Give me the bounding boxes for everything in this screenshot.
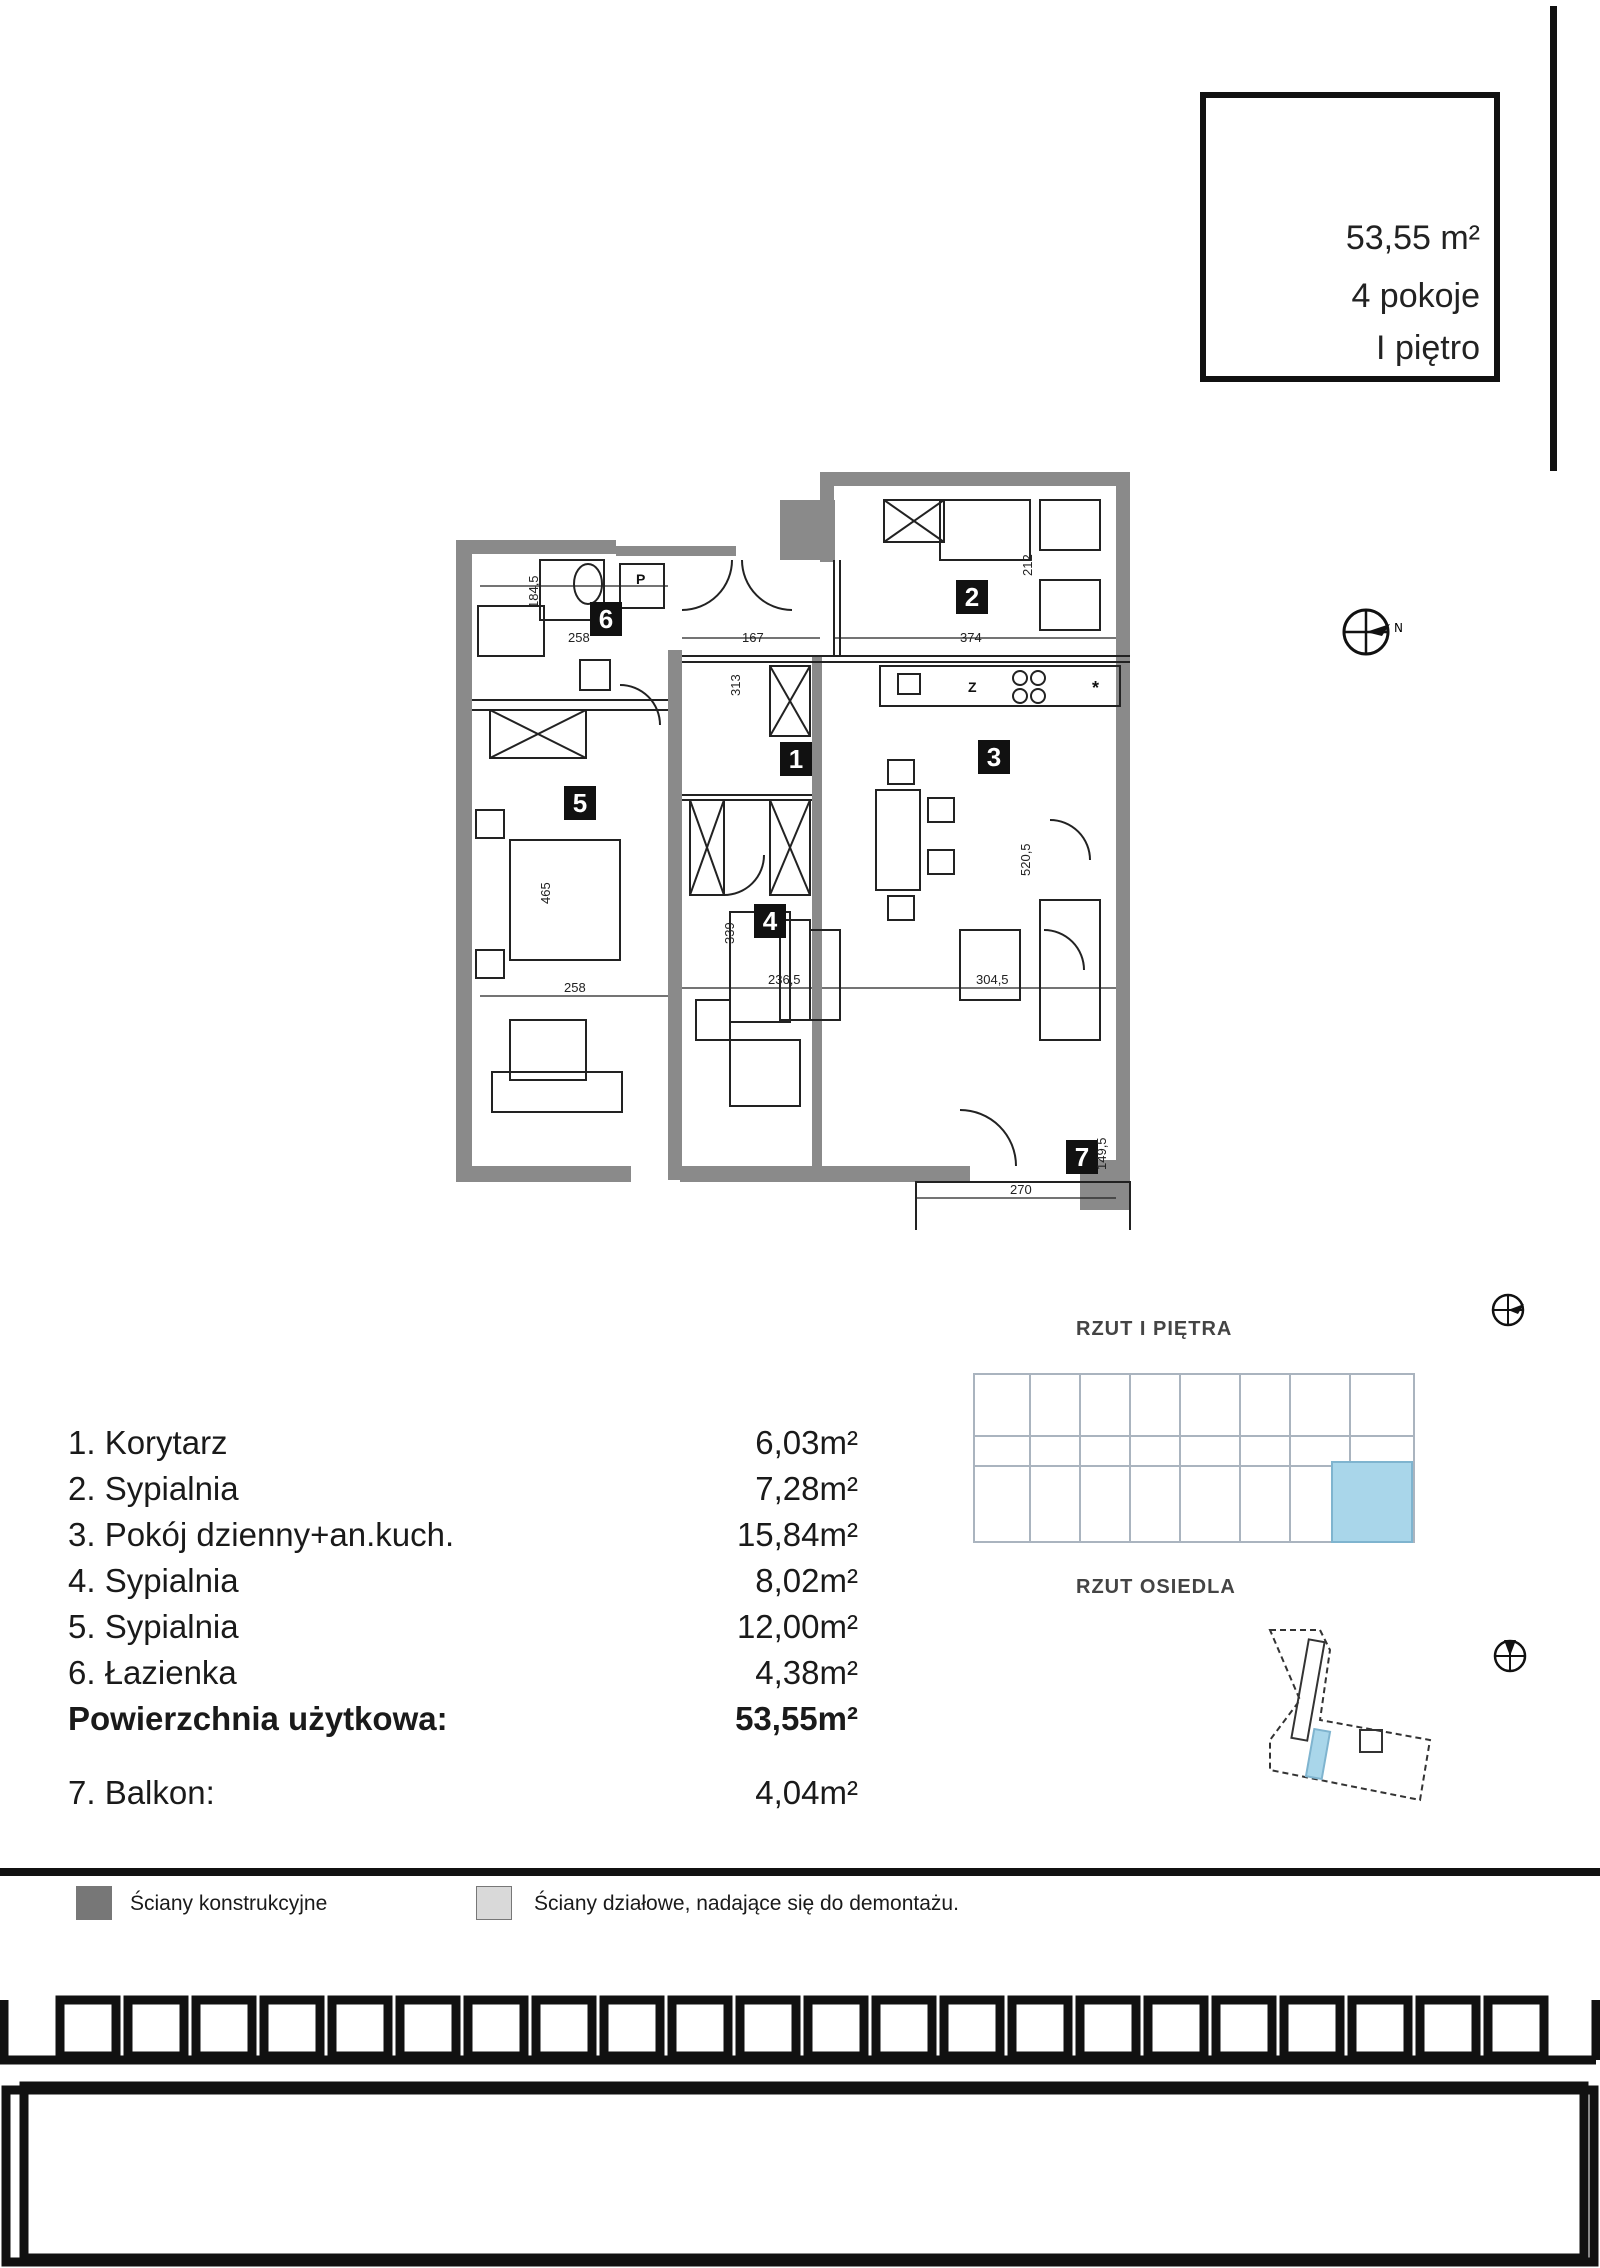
total-usable-area-row: Powierzchnia użytkowa: 53,55m² bbox=[68, 1700, 858, 1737]
balcony-row: 7. Balkon: 4,04m² bbox=[68, 1774, 858, 1811]
compass-icon bbox=[1338, 602, 1408, 662]
legend-divider bbox=[0, 1868, 1600, 1876]
decorative-square bbox=[196, 2000, 252, 2056]
room-row: 5. Sypialnia 12,00m² bbox=[68, 1608, 858, 1645]
decorative-square bbox=[672, 2000, 728, 2056]
highlighted-apartment bbox=[1332, 1462, 1412, 1542]
svg-text:N: N bbox=[1394, 621, 1403, 635]
legend-partition-label: Ściany działowe, nadające się do demontażu. bbox=[534, 1892, 959, 1915]
room-badge-6: 6 bbox=[598, 604, 614, 634]
apartment-summary-box bbox=[1200, 92, 1500, 382]
room-badge-2: 2 bbox=[964, 582, 980, 612]
decorative-square bbox=[1352, 2000, 1408, 2056]
dimension-label: 149,5 bbox=[1094, 1137, 1109, 1170]
decorative-square bbox=[740, 2000, 796, 2056]
summary-area: 53,55 m² bbox=[1345, 219, 1480, 257]
room-area-list bbox=[68, 1420, 858, 1816]
decorative-square bbox=[944, 2000, 1000, 2056]
decorative-square bbox=[264, 2000, 320, 2056]
decorative-bottom-frame bbox=[0, 1990, 1600, 2268]
legend-structural-label: Ściany konstrukcyjne bbox=[130, 1892, 328, 1915]
room-row: 6. Łazienka 4,38m² bbox=[68, 1654, 858, 1691]
site-plan-title: RZUT OSIEDLA bbox=[1076, 1576, 1236, 1598]
decorative-square bbox=[536, 2000, 592, 2056]
site-plan-thumbnail bbox=[1250, 1620, 1450, 1820]
decorative-square bbox=[1284, 2000, 1340, 2056]
decorative-square bbox=[604, 2000, 660, 2056]
decorative-square bbox=[1488, 2000, 1544, 2056]
building-floor-plan-thumbnail bbox=[970, 1366, 1418, 1552]
decorative-square bbox=[332, 2000, 388, 2056]
floor-plan bbox=[440, 460, 1160, 1230]
summary-floor: I piętro bbox=[1376, 329, 1480, 367]
fixture-label-p: P bbox=[636, 571, 646, 587]
compass-icon bbox=[1490, 1636, 1530, 1676]
room-row: 3. Pokój dzienny+an.kuch. 15,84m² bbox=[68, 1516, 858, 1553]
dimension-label: 520,5 bbox=[1018, 843, 1033, 876]
dimension-label: 374 bbox=[960, 630, 982, 645]
dimension-label: 236,5 bbox=[768, 972, 801, 987]
decorative-square bbox=[128, 2000, 184, 2056]
room-badge-4: 4 bbox=[762, 906, 778, 936]
summary-rooms: 4 pokoje bbox=[1351, 277, 1480, 315]
decorative-square bbox=[1420, 2000, 1476, 2056]
room-row: 4. Sypialnia 8,02m² bbox=[68, 1562, 858, 1599]
decorative-square bbox=[60, 2000, 116, 2056]
dimension-label: 465 bbox=[538, 882, 553, 904]
room-badge-7: 7 bbox=[1074, 1142, 1090, 1172]
dimension-label: 313 bbox=[728, 674, 743, 696]
decorative-square bbox=[400, 2000, 456, 2056]
structural-wall-swatch bbox=[76, 1886, 112, 1920]
dimension-label: 258 bbox=[568, 630, 590, 645]
decorative-square bbox=[876, 2000, 932, 2056]
dimension-label: 270 bbox=[1010, 1182, 1032, 1197]
partition-wall-swatch bbox=[476, 1886, 512, 1920]
decorative-square bbox=[1012, 2000, 1068, 2056]
dimension-label: 304,5 bbox=[976, 972, 1009, 987]
floor-plan-title: RZUT I PIĘTRA bbox=[1076, 1318, 1233, 1340]
dimension-label: 339 bbox=[722, 922, 737, 944]
decorative-square bbox=[1216, 2000, 1272, 2056]
decorative-square bbox=[1148, 2000, 1204, 2056]
room-badge-5: 5 bbox=[572, 788, 588, 818]
dimension-label: 212 bbox=[1020, 554, 1035, 576]
room-number-badges bbox=[564, 580, 1098, 1174]
decorative-square bbox=[808, 2000, 864, 2056]
fixture-label-star: * bbox=[1092, 678, 1100, 698]
dimension-label: 258 bbox=[564, 980, 586, 995]
decorative-square bbox=[468, 2000, 524, 2056]
dimension-label: 167 bbox=[742, 630, 764, 645]
decorative-vertical-bar bbox=[1550, 6, 1557, 471]
room-row: 2. Sypialnia 7,28m² bbox=[68, 1470, 858, 1507]
fixture-label-z: Z bbox=[968, 679, 977, 695]
room-row: 1. Korytarz 6,03m² bbox=[68, 1424, 858, 1461]
room-badge-3: 3 bbox=[986, 742, 1002, 772]
decorative-square bbox=[1080, 2000, 1136, 2056]
room-badge-1: 1 bbox=[788, 744, 804, 774]
dimension-label: 184,5 bbox=[526, 575, 541, 608]
compass-icon bbox=[1488, 1290, 1528, 1330]
